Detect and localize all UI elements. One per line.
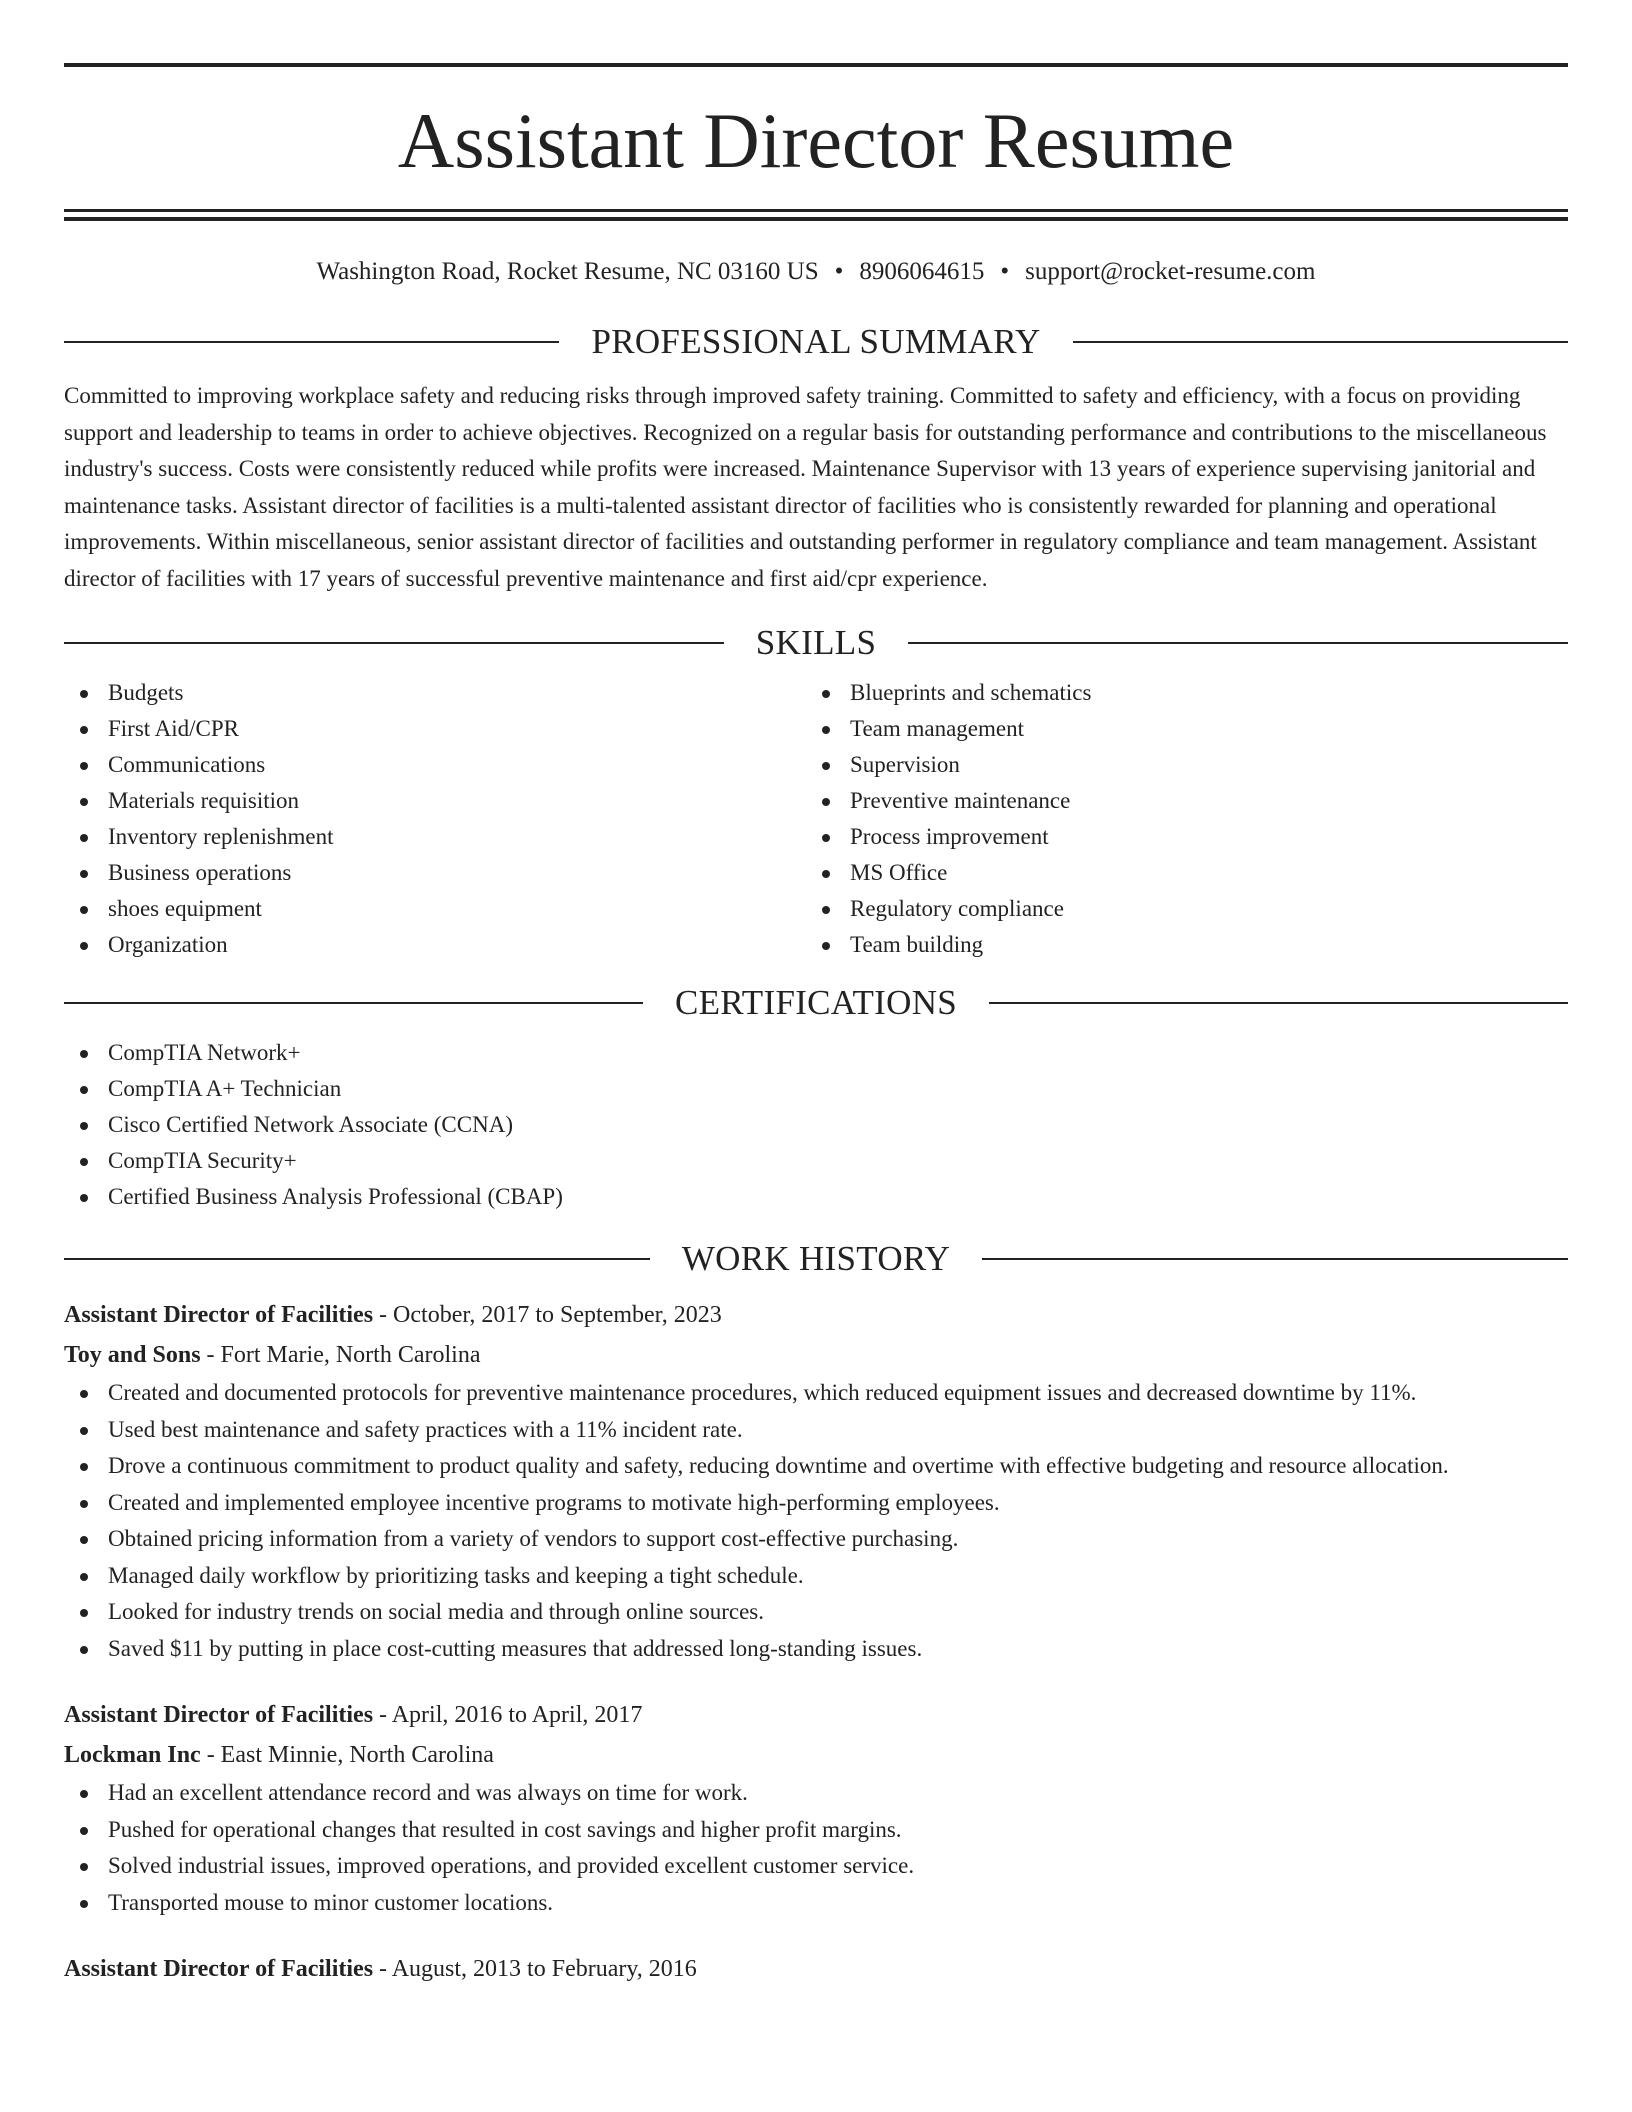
job-bullets bbox=[64, 1775, 1568, 1921]
list-item: Created and implemented employee incentive programs to motivate high-performing employees. bbox=[64, 1485, 1568, 1522]
list-item: Blueprints and schematics bbox=[806, 675, 1548, 711]
job-title-line bbox=[64, 1295, 1568, 1335]
job-title: Assistant Director of Facilities bbox=[64, 1956, 374, 1982]
title-double-rule bbox=[64, 209, 1568, 221]
skills-right-list bbox=[806, 675, 1548, 963]
job-dates: - October, 2017 to September, 2023 bbox=[373, 1302, 722, 1328]
list-item: Organization bbox=[64, 927, 806, 963]
job-dates: - August, 2013 to February, 2016 bbox=[373, 1956, 697, 1982]
job-entry bbox=[64, 1295, 1568, 1667]
job-company: Toy and Sons bbox=[64, 1342, 201, 1368]
list-item: Pushed for operational changes that resulted in cost savings and higher profit margins. bbox=[64, 1812, 1568, 1849]
contact-line bbox=[64, 257, 1568, 287]
certifications-list bbox=[64, 1035, 1568, 1215]
job-title-line bbox=[64, 1695, 1568, 1735]
list-item: Materials requisition bbox=[64, 783, 806, 819]
list-item: Communications bbox=[64, 747, 806, 783]
list-item: Budgets bbox=[64, 675, 806, 711]
list-item: Team management bbox=[806, 711, 1548, 747]
job-title-line bbox=[64, 1949, 1568, 1989]
list-item: First Aid/CPR bbox=[64, 711, 806, 747]
list-item: Looked for industry trends on social media and through online sources. bbox=[64, 1594, 1568, 1631]
job-location: - Fort Marie, North Carolina bbox=[200, 1342, 481, 1368]
skills-left-list bbox=[64, 675, 806, 963]
work-history-list bbox=[64, 1295, 1568, 1989]
job-entry bbox=[64, 1949, 1568, 1989]
job-title: Assistant Director of Facilities bbox=[64, 1302, 374, 1328]
job-company-line bbox=[64, 1335, 1568, 1375]
job-location: - East Minnie, North Carolina bbox=[200, 1742, 494, 1768]
work-history-heading: WORK HISTORY bbox=[64, 1239, 1568, 1279]
list-item: Business operations bbox=[64, 855, 806, 891]
job-bullets bbox=[64, 1375, 1568, 1667]
contact-separator: • bbox=[1000, 258, 1010, 285]
job-company: Lockman Inc bbox=[64, 1742, 201, 1768]
list-item: Saved $11 by putting in place cost-cutting measures that addressed long-standing issues. bbox=[64, 1631, 1568, 1668]
page-title: Assistant Director Resume bbox=[397, 97, 1235, 184]
list-item: Created and documented protocols for preventive maintenance procedures, which reduced equipment issues and decreased downtime by 11%. bbox=[64, 1375, 1568, 1412]
contact-phone: 8906064615 bbox=[859, 258, 985, 285]
list-item: Team building bbox=[806, 927, 1548, 963]
list-item: Used best maintenance and safety practices with a 11% incident rate. bbox=[64, 1412, 1568, 1449]
list-item: Process improvement bbox=[806, 819, 1548, 855]
job-entry bbox=[64, 1695, 1568, 1921]
list-item: shoes equipment bbox=[64, 891, 806, 927]
resume-page bbox=[64, 0, 1568, 1989]
list-item: MS Office bbox=[806, 855, 1548, 891]
list-item: Solved industrial issues, improved operations, and provided excellent customer service. bbox=[64, 1848, 1568, 1885]
list-item: Preventive maintenance bbox=[806, 783, 1548, 819]
list-item: Certified Business Analysis Professional (CBAP) bbox=[64, 1179, 1568, 1215]
job-title: Assistant Director of Facilities bbox=[64, 1702, 374, 1728]
summary-text: Committed to improving workplace safety and reducing risks through improved safety training. Committed to safety and efficiency, with a focus on providing support and leadership to teams in order to achieve objectives. Recognized on a regular basis for outstanding performance and contributions to the miscellaneous industry's success. Costs were consistently reduced while profits were increased. Maintenance Supervisor with 13 years of experience supervising janitorial and maintenance tasks. Assistant director of facilities is a multi-talented assistant director of facilities who is consistently rewarded for planning and operational improvements. Within miscellaneous, senior assistant director of facilities and outstanding performer in regulatory compliance and team management. Assistant director of facilities with 17 years of successful preventive maintenance and first aid/cpr experience. bbox=[64, 383, 1547, 591]
list-item: Obtained pricing information from a variety of vendors to support cost-effective purchasing. bbox=[64, 1521, 1568, 1558]
list-item: CompTIA Network+ bbox=[64, 1035, 1568, 1071]
summary-heading: PROFESSIONAL SUMMARY bbox=[64, 322, 1568, 362]
contact-address: Washington Road, Rocket Resume, NC 03160 US bbox=[316, 258, 819, 285]
certifications-heading: CERTIFICATIONS bbox=[64, 983, 1568, 1023]
contact-separator: • bbox=[834, 258, 844, 285]
skills-heading: SKILLS bbox=[64, 623, 1568, 663]
list-item: Had an excellent attendance record and was always on time for work. bbox=[64, 1775, 1568, 1812]
skills-grid bbox=[64, 675, 1568, 963]
list-item: Cisco Certified Network Associate (CCNA) bbox=[64, 1107, 1568, 1143]
list-item: Regulatory compliance bbox=[806, 891, 1548, 927]
list-item: Inventory replenishment bbox=[64, 819, 806, 855]
job-dates: - April, 2016 to April, 2017 bbox=[373, 1702, 643, 1728]
list-item: CompTIA A+ Technician bbox=[64, 1071, 1568, 1107]
list-item: CompTIA Security+ bbox=[64, 1143, 1568, 1179]
contact-email: support@rocket-resume.com bbox=[1025, 258, 1316, 285]
list-item: Supervision bbox=[806, 747, 1548, 783]
list-item: Drove a continuous commitment to product quality and safety, reducing downtime and overtime with effective budgeting and resource allocation. bbox=[64, 1448, 1568, 1485]
list-item: Managed daily workflow by prioritizing tasks and keeping a tight schedule. bbox=[64, 1558, 1568, 1595]
list-item: Transported mouse to minor customer locations. bbox=[64, 1885, 1568, 1922]
job-company-line bbox=[64, 1735, 1568, 1775]
